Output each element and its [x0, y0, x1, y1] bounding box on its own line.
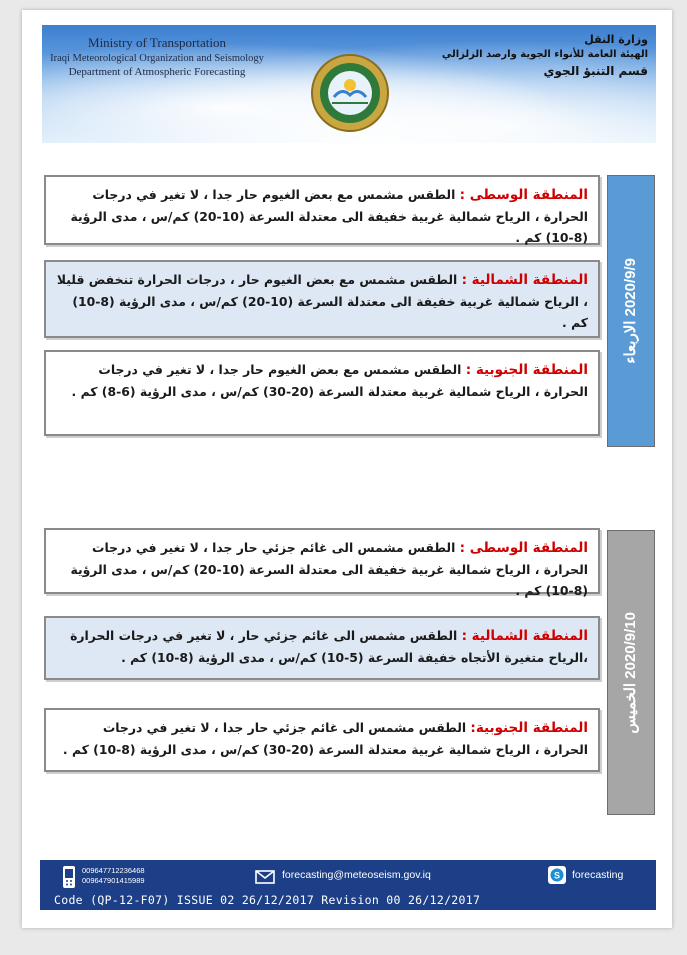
region-forecast: الطقس مشمس الى غائم جزئي حار جدا ، لا تغير في درجات الحرارة ، الرياح شمالية غربية معتدلة السرعة (20-30) كم/س ، مدى الرؤية (8-10) كم . — [62, 720, 588, 757]
region-north-day2 — [44, 616, 600, 680]
region-forecast: الطقس مشمس الى غائم جزئي حار ، لا تغير في درجات الحرارة ،الرياح متغيرة الأتجاه خفيفة السرعة (5-10) كم/س ، مدى الرؤية (8-10) كم . — [70, 628, 588, 665]
region-name: المنطقة الوسطى : — [459, 540, 588, 556]
day-tab-thursday — [607, 530, 655, 815]
department-name-ar: قسم التنبؤ الجوي — [543, 64, 648, 78]
region-forecast: الطقس مشمس مع بعض الغيوم حار جدا ، لا تغير في درجات الحرارة ، الرياح شمالية غربية خفيفة الى معتدلة السرعة (10-20) كم/س ، مدى الرؤية (8-10) كم . — [70, 187, 588, 245]
region-forecast: الطقس مشمس مع بعض الغيوم حار ، درجات الحرارة تنخفض قليلا ، الرياح شمالية غربية خفيفة الى معتدلة السرعة (10-20) كم/س ، مدى الرؤية (8-10) كم . — [56, 272, 588, 330]
phone-number: 009647712236468 — [82, 866, 145, 875]
document-code: Code (QP-12-F07) ISSUE 02 26/12/2017 Revision 00 26/12/2017 — [54, 893, 481, 907]
region-central-day1 — [44, 175, 600, 245]
header-banner — [42, 25, 656, 143]
region-name: المنطقة الشمالية : — [461, 628, 588, 644]
region-south-day2 — [44, 708, 600, 772]
header-english-block — [42, 35, 272, 78]
region-forecast: الطقس مشمس الى غائم جزئي حار جدا ، لا تغير في درجات الحرارة ، الرياح شمالية غربية خفيفة الى معتدلة السرعة (10-20) كم/س ، مدى الرؤية (8-10) كم . — [70, 540, 588, 598]
skype-icon — [548, 866, 566, 884]
ministry-name-ar: وزارة النقل — [584, 33, 648, 46]
region-central-day2 — [44, 528, 600, 598]
phone-numbers — [82, 866, 145, 886]
region-forecast: الطقس مشمس مع بعض الغيوم حار جدا ، لا تغير في درجات الحرارة ، الرياح شمالية غربية معتدلة السرعة (20-30) كم/س ، مدى الرؤية (6-8) كم . — [71, 362, 588, 399]
region-name: المنطقة الجنوبية: — [470, 720, 588, 736]
footer-bar — [40, 860, 656, 910]
day-label: 2020/9/9 الاربعاء — [622, 258, 639, 364]
day-label: 2020/9/10 الخميس — [622, 611, 639, 734]
forecast-page — [22, 10, 672, 928]
region-name: المنطقة الشمالية : — [461, 272, 588, 288]
ministry-name-en: Ministry of Transportation — [88, 35, 226, 50]
organization-seal-icon — [310, 53, 390, 133]
region-name: المنطقة الجنوبية : — [465, 362, 588, 378]
region-south-day1 — [44, 350, 600, 436]
region-name: المنطقة الوسطى : — [459, 187, 588, 203]
region-north-day1 — [44, 260, 600, 338]
organization-name-ar: الهيئة العامة للأنواء الجوية وارصد الزلزالي — [441, 49, 648, 60]
department-name-en: Department of Atmospheric Forecasting — [68, 66, 246, 78]
mobile-phone-icon — [62, 865, 76, 889]
phone-number: 009647901415989 — [82, 876, 145, 885]
organization-name-en: Iraqi Meteorological Organization and Seismology — [50, 53, 264, 64]
day-tab-wednesday — [607, 175, 655, 447]
skype-handle[interactable]: forecasting — [572, 869, 624, 881]
svg-text:S: S — [553, 870, 561, 881]
contact-email[interactable]: forecasting@meteoseism.gov.iq — [282, 869, 431, 881]
header-arabic-block — [428, 33, 648, 78]
mail-icon — [255, 870, 275, 884]
